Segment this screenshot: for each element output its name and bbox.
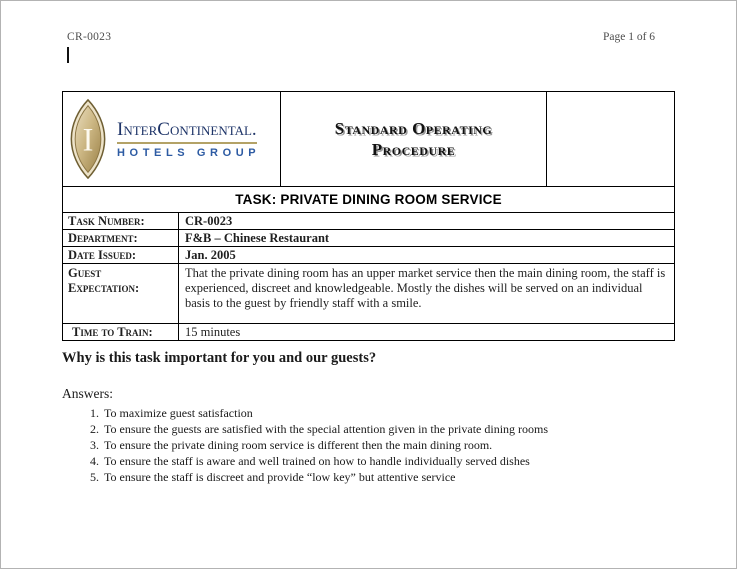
answer-item: 4. To ensure the staff is aware and well trained on how to handle individually served dishes: [102, 453, 662, 469]
answer-item: 5. To ensure the staff is discreet and provide “low key” but attentive service: [102, 469, 662, 485]
header-page-indicator: Page 1 of 6: [603, 31, 656, 43]
answer-item: 2. To ensure the guests are satisfied with the special attention given in the private dining rooms: [102, 421, 662, 437]
table-row-guest-expectation: [63, 263, 674, 323]
header-doc-number: CR-0023: [67, 31, 112, 43]
text-cursor: [67, 47, 69, 63]
answer-item: 3. To ensure the private dining room service is different then the main dining room.: [102, 437, 662, 453]
answers-heading: Answers:: [62, 386, 113, 401]
task-number-value: CR-0023: [178, 213, 674, 229]
table-header-row: [63, 92, 674, 186]
date-issued-value: Jan. 2005: [178, 247, 674, 263]
task-banner-row: [63, 186, 674, 212]
table-row-task-number: [63, 212, 674, 229]
department-value: F&B – Chinese Restaurant: [178, 230, 674, 246]
task-number-label: Task Number:: [68, 214, 145, 228]
department-label: Department:: [68, 231, 138, 245]
sop-title-line2: Procedure: [371, 140, 456, 159]
emblem-letter: I: [82, 122, 94, 159]
sop-title-cell: [280, 92, 546, 186]
guest-expectation-label: Guest Expectation:: [68, 266, 140, 295]
task-banner: TASK: PRIVATE DINING ROOM SERVICE: [235, 192, 502, 207]
table-row-date-issued: [63, 246, 674, 263]
sop-title: [335, 118, 493, 161]
logo-subbrand: HOTELS GROUP: [117, 147, 261, 159]
logo-text: [117, 119, 260, 159]
table-row-department: [63, 229, 674, 246]
importance-question: Why is this task important for you and our guests?: [62, 350, 377, 366]
time-to-train-value: 15 minutes: [178, 324, 674, 340]
ihg-logo: [68, 98, 260, 180]
time-to-train-label: Time to Train:: [72, 325, 153, 339]
table-row-time-to-train: [63, 323, 674, 340]
empty-header-cell: [546, 92, 674, 186]
sop-table: [62, 91, 675, 341]
logo-cell: [63, 92, 280, 186]
answers-list: [62, 405, 662, 485]
guest-expectation-value: That the private dining room has an upper market service then the main dining room, the staff is experienced, discreet and knowledgeable. Mostly the dishes will be served on an individual basis to the guest by friendly staff with a smile.: [178, 264, 674, 323]
answer-item: 1. To maximize guest satisfaction: [102, 405, 662, 421]
logo-brand-name: InterContinental.: [117, 119, 257, 144]
sop-title-line1: Standard Operating: [334, 118, 493, 138]
ihg-emblem-icon: [68, 98, 108, 180]
date-issued-label: Date Issued:: [68, 248, 137, 262]
